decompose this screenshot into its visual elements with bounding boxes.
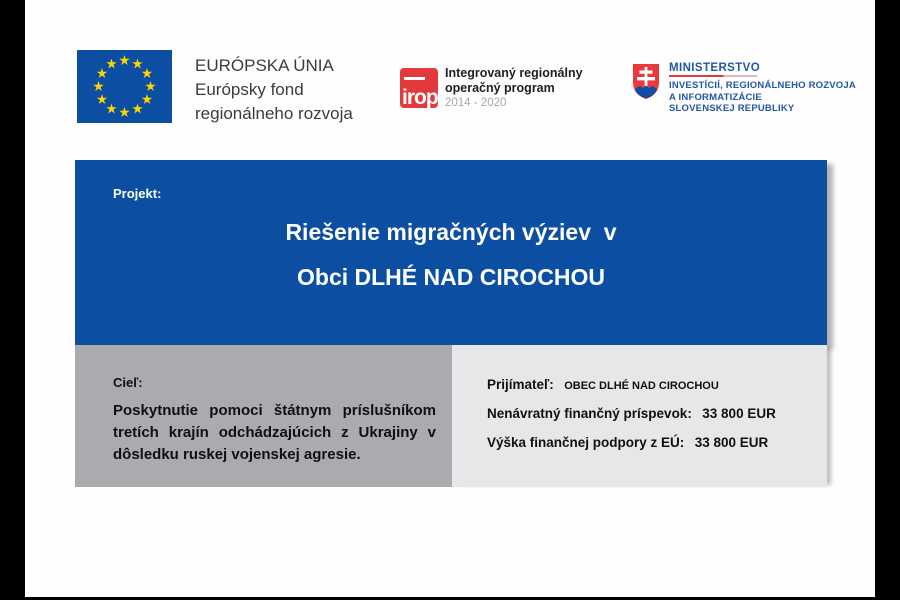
- support-label: Výška finančnej podpory z EÚ:: [487, 435, 685, 450]
- eu-line-2: Európsky fond: [195, 80, 304, 99]
- ministry-line-1: INVESTÍCIÍ, REGIONÁLNEHO ROZVOJA: [669, 80, 856, 91]
- project-title-line-1: Riešenie migračných výziev v: [285, 219, 617, 245]
- ministry-underline: [669, 75, 757, 77]
- eu-flag-icon: [77, 50, 172, 123]
- goal-label: Cieľ:: [113, 375, 143, 390]
- ministry-logo-text: [669, 62, 856, 115]
- goal-box: [75, 345, 452, 487]
- recipient-row: [487, 376, 827, 405]
- eu-line-1: EURÓPSKA ÚNIA: [195, 56, 334, 75]
- irop-logo-acronym: irop: [402, 86, 438, 108]
- project-title: [75, 210, 827, 300]
- irop-line-1: Integrovaný regionálny: [445, 66, 583, 80]
- irop-logo-bar: [404, 77, 425, 80]
- ministry-line-2: A INFORMATIZÁCIE: [669, 91, 762, 103]
- poster-paper: [25, 0, 875, 597]
- recipient-value: OBEC DLHÉ NAD CIROCHOU: [564, 380, 719, 392]
- details-box: [452, 345, 827, 487]
- slovak-coat-of-arms-icon: [631, 62, 661, 100]
- grant-value: 33 800 EUR: [702, 406, 776, 421]
- project-label: Projekt:: [113, 186, 162, 201]
- irop-years: 2014 - 2020: [445, 97, 507, 109]
- eu-logo-text: [195, 54, 353, 126]
- eu-line-3: regionálneho rozvoja: [195, 104, 353, 123]
- support-row: [487, 434, 827, 463]
- irop-line-2: operačný program: [445, 81, 555, 95]
- recipient-label: Prijímateľ:: [487, 377, 554, 392]
- grant-row: [487, 405, 827, 434]
- support-value: 33 800 EUR: [694, 435, 769, 450]
- project-banner: [75, 160, 827, 345]
- ministry-line-3: SLOVENSKEJ REPUBLIKY: [669, 103, 795, 114]
- irop-logo-icon: [400, 68, 438, 108]
- project-title-line-2: Obci DLHÉ NAD CIROCHOU: [297, 264, 605, 290]
- grant-label: Nenávratný finančný príspevok:: [487, 406, 692, 421]
- goal-text: Poskytnutie pomoci štátnym príslušníkom tretích krajín odchádzajúcich z Ukrajiny v dôsledku ruskej vojenskej agresie.: [113, 402, 436, 463]
- ministry-title: MINISTERSTVO: [669, 62, 761, 74]
- irop-logo-text: [445, 66, 583, 111]
